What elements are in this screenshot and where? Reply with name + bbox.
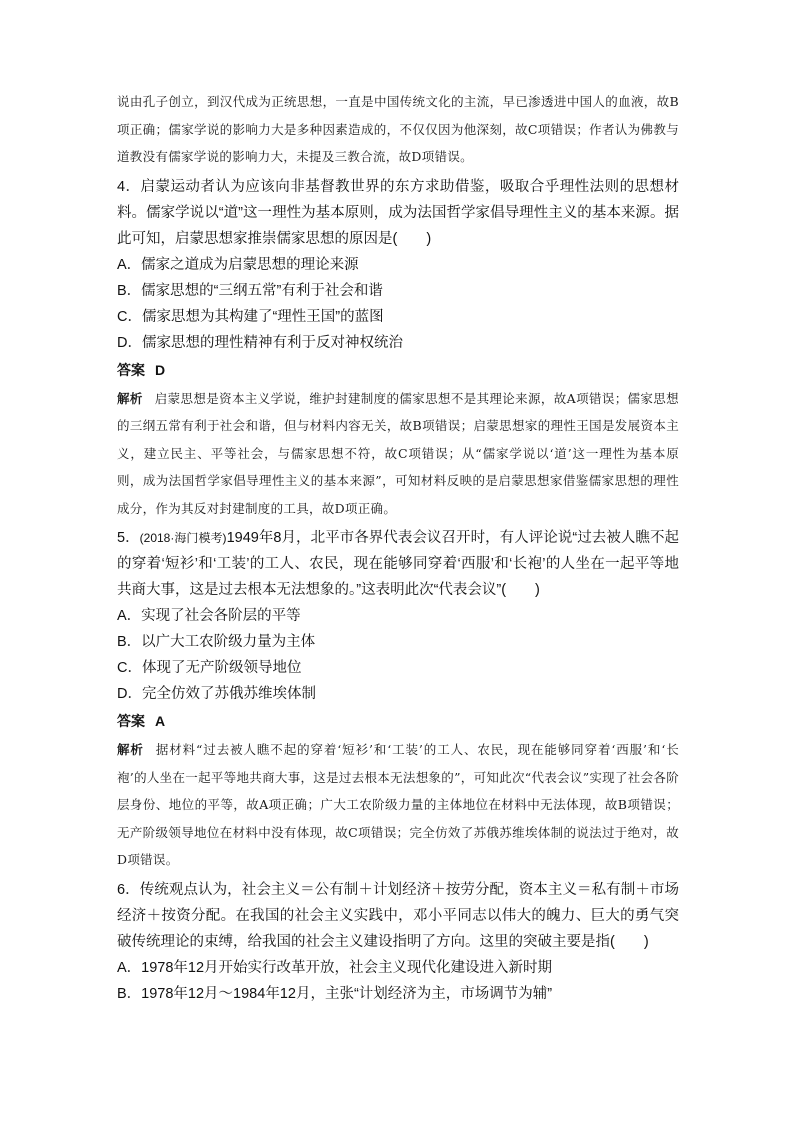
question-number: 4． <box>117 178 141 195</box>
option-b: B．1978年12月～1984年12月，主张“计划经济为主，市场调节为辅” <box>117 985 553 1002</box>
option-d: D．完全仿效了苏俄苏维埃体制 <box>117 686 316 702</box>
answer-line <box>117 708 679 734</box>
question-number: 6． <box>117 881 140 898</box>
analysis <box>117 736 679 874</box>
question-text: 传统观点认为，社会主义＝公有制＋计划经济＋按劳分配，资本主义＝私有制＋市场经济＋按资分配。在我国的社会主义实践中，邓小平同志以伟大的魄力、巨大的勇气突破传统理论的束缚，给我国的社会主义建设指明了方向。这里的突破主要是指( ) <box>117 881 679 950</box>
question-5 <box>117 525 679 874</box>
analysis-text: 启蒙思想是资本主义学说，维护封建制度的儒家思想不是其理论来源，故A项错误；儒家思想的三纲五常有利于社会和谐，但与材料内容无关，故B项错误；启蒙思想家的理性王国是发展资本主义，建立民主、平等社会，与儒家思想不符，故C项错误；从“儒家学说以‘道’这一理性为基本原则，成为法国哲学家倡导理性主义的基本来源”，可知材料反映的是启蒙思想家借鉴儒家思想的理性成分，作为其反对封建制度的工具，故D项正确。 <box>117 390 679 516</box>
option-c: C．儒家思想为其构建了“理性王国”的蓝图 <box>117 308 384 325</box>
answer-label: 答案 <box>117 713 145 729</box>
answer-line <box>117 357 679 383</box>
option-c: C．体现了无产阶级领导地位 <box>117 660 302 676</box>
option-a: A．儒家之道成为启蒙思想的理论来源 <box>117 256 359 273</box>
analysis-text: 据材料“过去被人瞧不起的穿着‘短衫’和‘工装’的工人、农民，现在能够同穿着‘西服’和‘长袍’的人坐在一起平等地共商大事，这是过去根本无法想象的”，可知此次“代表会议”实现了社会各阶层身份、地位的平等，故A项正确；广大工农阶级力量的主体地位在材料中无法体现，故B项错误；无产阶级领导地位在材料中没有体现，故C项错误；完全仿效了苏俄苏维埃体制的说法过于绝对，故D项错误。 <box>117 742 680 867</box>
answer-value: A <box>155 713 166 729</box>
question-text: 启蒙运动者认为应该向非基督教世界的东方求助借鉴，吸取合乎理性法则的思想材料。儒家学说以“道”这一理性为基本原则，成为法国哲学家倡导理性主义的基本来源。据此可知，启蒙思想家推崇儒家思想的原因是( ) <box>117 178 679 247</box>
option-a: A．1978年12月开始实行改革开放，社会主义现代化建设进入新时期 <box>117 959 553 976</box>
analysis-label: 解析 <box>117 390 143 406</box>
answer-value: D <box>155 361 166 378</box>
analysis-label: 解析 <box>117 742 144 757</box>
question-stem <box>117 174 679 252</box>
answer-label: 答案 <box>117 361 145 378</box>
option-b: B．儒家思想的“三纲五常”有利于社会和谐 <box>117 282 383 299</box>
question-text: 1949年8月，北平市各界代表会议召开时，有人评论说“过去被人瞧不起的穿着‘短衫’和‘工装’的工人、农民，现在能够同穿着‘西服’和‘长袍’的人坐在一起平等地共商大事，这是过去根本无法想象的。”这表明此次“代表会议”( ) <box>117 530 679 598</box>
q3-analysis-tail: 说由孔子创立，到汉代成为正统思想，一直是中国传统文化的主流，早已渗透进中国人的血液，故B项正确；儒家学说的影响力大是多种因素造成的，不仅仅因为他深刻，故C项错误；作者认为佛教与道教没有儒家学说的影响力大，未提及三教合流，故D项错误。 <box>117 94 679 164</box>
option-d: D．儒家思想的理性精神有利于反对神权统治 <box>117 334 403 351</box>
question-stem <box>117 525 679 603</box>
question-source: (2018·海门模考) <box>139 531 227 545</box>
analysis <box>117 385 679 523</box>
option-b: B．以广大工农阶级力量为主体 <box>117 634 316 650</box>
question-stem <box>117 877 679 955</box>
option-a: A．实现了社会各阶层的平等 <box>117 608 301 624</box>
question-6 <box>117 877 679 1007</box>
question-number: 5． <box>117 530 140 546</box>
question-4 <box>117 174 679 523</box>
document-page <box>117 88 679 1007</box>
